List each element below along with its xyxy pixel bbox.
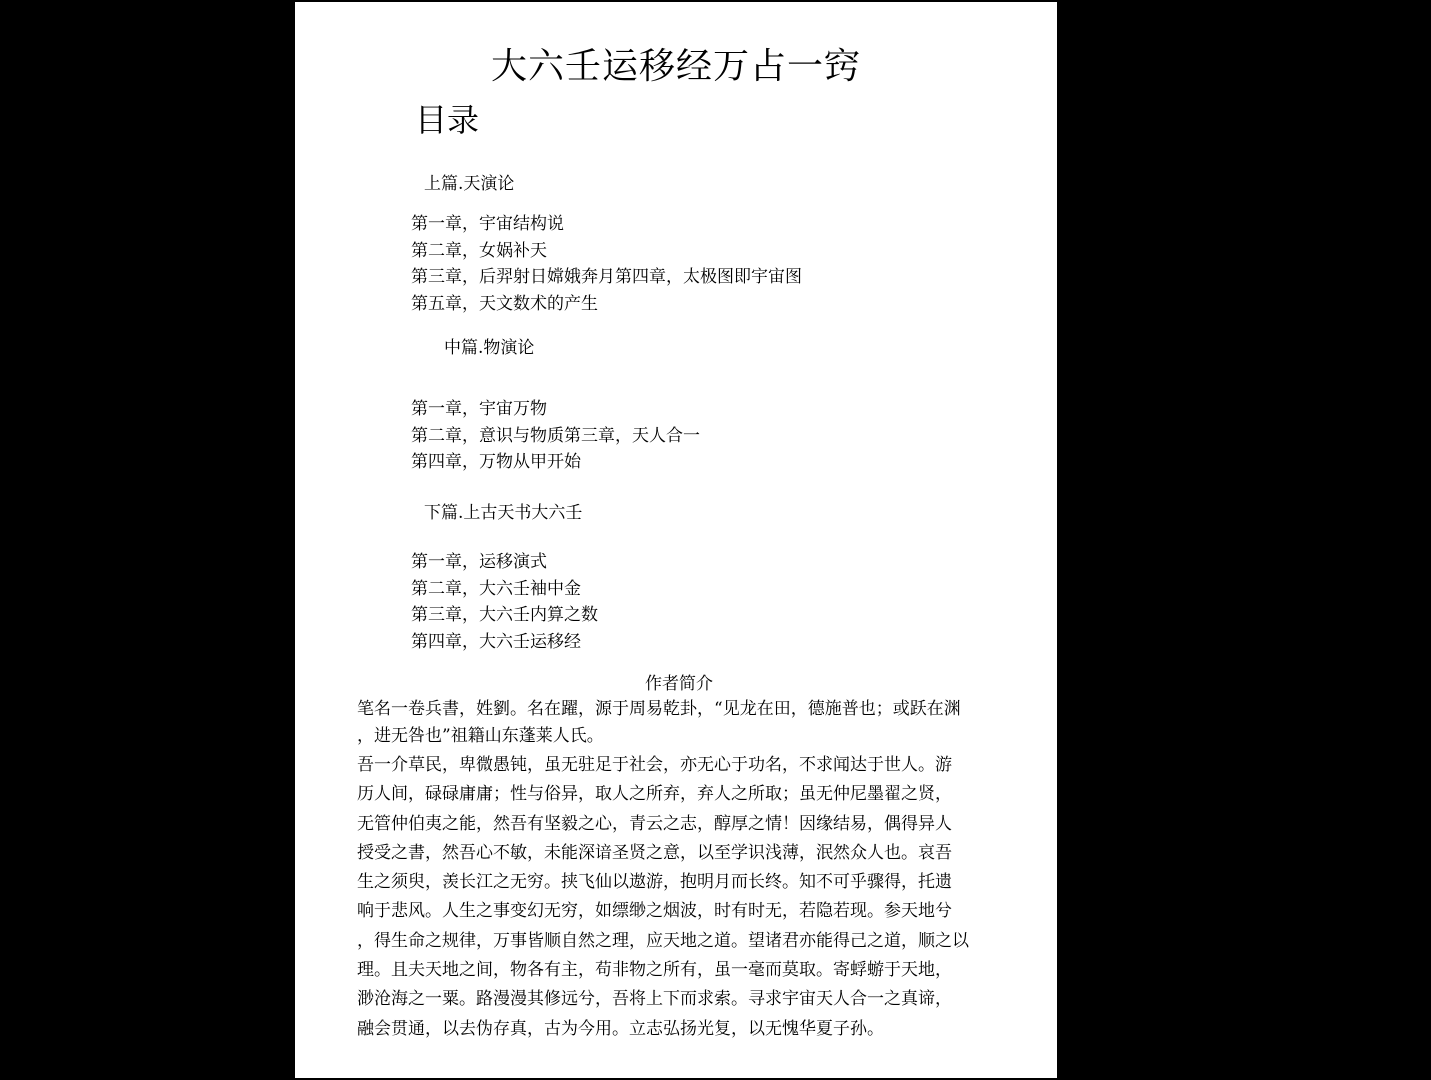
document-title: 大六壬运移经万占一窍 (490, 46, 861, 87)
part-heading-upper: 上篇.天演论 (424, 174, 515, 194)
chapter-list-lower (411, 549, 598, 655)
chapter-item: 第二章，大六壬袖中金 (411, 578, 581, 599)
chapter-item: 第三章，大六壬内算之数 (411, 605, 598, 625)
chapter-list-middle (411, 396, 700, 476)
chapter-list-upper (411, 211, 802, 317)
chapter-item: 第二章，女娲补天 (411, 240, 547, 261)
chapter-item: 第一章，运移演式 (411, 552, 547, 572)
chapter-item: 第一章，宇宙万物 (411, 399, 547, 419)
chapter-item: 第五章，天文数术的产生 (411, 293, 598, 314)
document-page (295, 2, 1057, 1078)
chapter-item: 第四章，大六壬运移经 (411, 631, 581, 652)
chapter-item: 第一章，宇宙结构说 (411, 214, 564, 234)
author-heading: 作者简介 (645, 674, 713, 694)
author-bio-paragraph: 吾一介草民，卑微愚钝，虽无驻足于社会，亦无心于功名，不求闻达于世人。游 历人间，碌碌庸庸；性与俗异，取人之所弃，弃人之所取；虽无仲尼墨翟之贤， 无管仲伯夷之能，然吾有坚毅之心，青云之志，醇厚之情！因缘结易，偶得异人 授受之書，然吾心不敏，未能深谙圣贤之意，以至学识浅薄，泯然众人也。哀吾 生之须臾，羡长江之无穷。挟飞仙以遨游，抱明月而长终。知不可乎骤得，托遗 响于悲风。人生之事变幻无穷，如缥缈之烟波，时有时无，若隐若现。参天地兮 ，得生命之规律，万事皆顺自然之理，应天地之道。望诸君亦能得己之道，顺之以 理。且夫天地之间，物各有主，苟非物之所有，虽一毫而莫取。寄蜉蝣于天地， 渺沧海之一粟。路漫漫其修远兮，吾将上下而求索。寻求宇宙天人合一之真谛， 融会贯通，以去伪存真，古为今用。立志弘扬光复，以无愧华夏子孙。 (357, 755, 969, 1039)
chapter-item: 第二章，意识与物质第三章，天人合一 (411, 425, 700, 446)
chapter-item: 第三章，后羿射日嫦娥奔月第四章，太极图即宇宙图 (411, 267, 802, 287)
chapter-item: 第四章，万物从甲开始 (411, 452, 581, 472)
part-heading-middle: 中篇.物演论 (444, 338, 535, 358)
author-bio-paragraph: 笔名一卷兵書，姓劉。名在躍，源于周易乾卦，“见龙在田，德施普也；或跃在渊 ，进无咎也”祖籍山东蓬莱人氏。 (357, 699, 961, 746)
toc-heading: 目录 (415, 101, 480, 139)
part-heading-lower: 下篇.上古天书大六壬 (424, 503, 583, 523)
